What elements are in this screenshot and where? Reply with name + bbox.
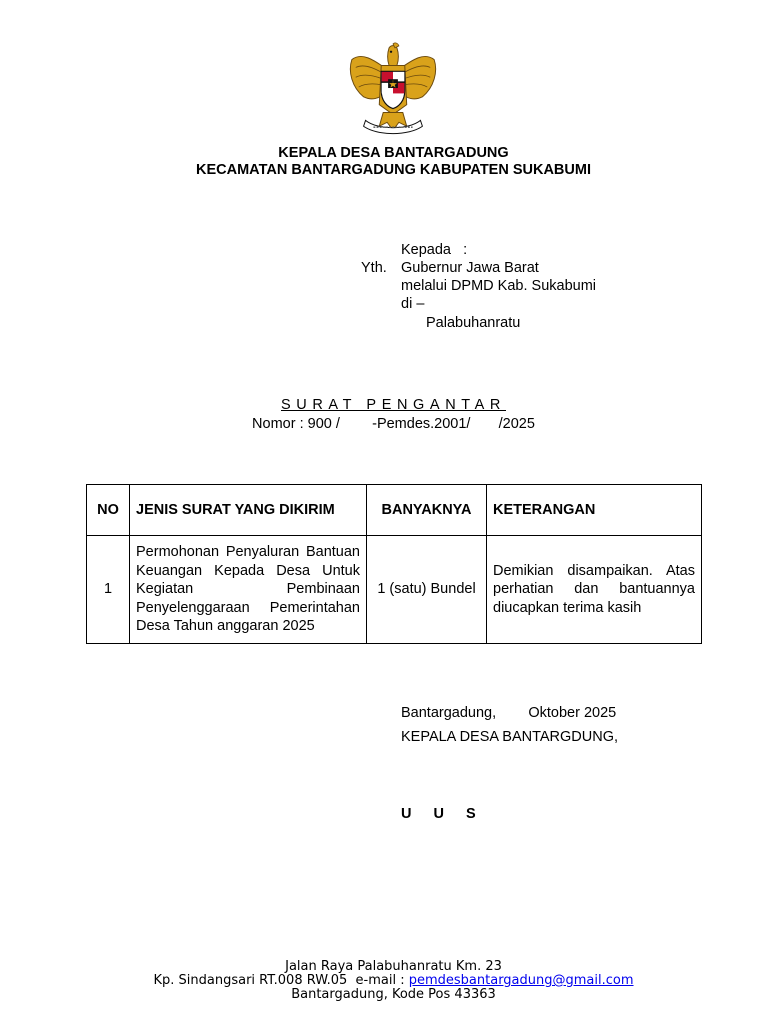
cell-keterangan: Demikian disampaikan. Atas perhatian dan bantuannya diucapkan terima kasih (487, 536, 702, 644)
table-row (87, 536, 702, 644)
recipient-yth: Yth. (361, 260, 387, 276)
header-subtitle: KECAMATAN BANTARGADUNG KABUPATEN SUKABUMI (196, 162, 591, 178)
letter-number: Nomor : 900 / -Pemdes.2001/ /2025 (252, 416, 535, 432)
recipient-line-2: melalui DPMD Kab. Sukabumi (401, 278, 597, 294)
recipient-line-4: Palabuhanratu (426, 315, 521, 331)
recipient-line-1: Gubernur Jawa Barat (401, 260, 539, 276)
letter-title: SURAT PENGANTAR (281, 397, 506, 413)
column-header-keterangan: KETERANGAN (487, 485, 702, 536)
documents-table (86, 484, 702, 644)
header-title: KEPALA DESA BANTARGADUNG (278, 145, 509, 161)
signature-name: U U S (401, 806, 485, 822)
cell-jenis: Permohonan Penyaluran Bantuan Keuangan Kepada Desa Untuk Kegiatan Pembinaan Penyelenggaraan Pemerintahan Desa Tahun anggaran 2025 (130, 536, 367, 644)
footer-address-line-2 (0, 973, 768, 988)
footer-address-line-1: Jalan Raya Palabuhanratu Km. 23 (285, 959, 502, 974)
recipient-line-3: di – (401, 296, 425, 312)
cell-banyaknya: 1 (satu) Bundel (367, 536, 487, 644)
email-link[interactable]: pemdesbantargadung@gmail.com (408, 973, 634, 988)
garuda-pancasila-emblem (344, 40, 442, 138)
signature-place-date: Bantargadung, Oktober 2025 (401, 705, 617, 721)
column-header-jenis: JENIS SURAT YANG DIKIRIM (130, 485, 367, 536)
footer-line-2-text: Kp. Sindangsari RT.008 RW.05 e-mail : (153, 973, 409, 988)
column-header-no: NO (87, 485, 130, 536)
signature-position: KEPALA DESA BANTARGDUNG, (401, 729, 619, 745)
table-header-row (87, 485, 702, 536)
footer-address-line-3: Bantargadung, Kode Pos 43363 (291, 987, 496, 1002)
column-header-banyaknya: BANYAKNYA (367, 485, 487, 536)
cell-no: 1 (87, 536, 130, 644)
recipient-kepada: Kepada : (401, 242, 468, 258)
